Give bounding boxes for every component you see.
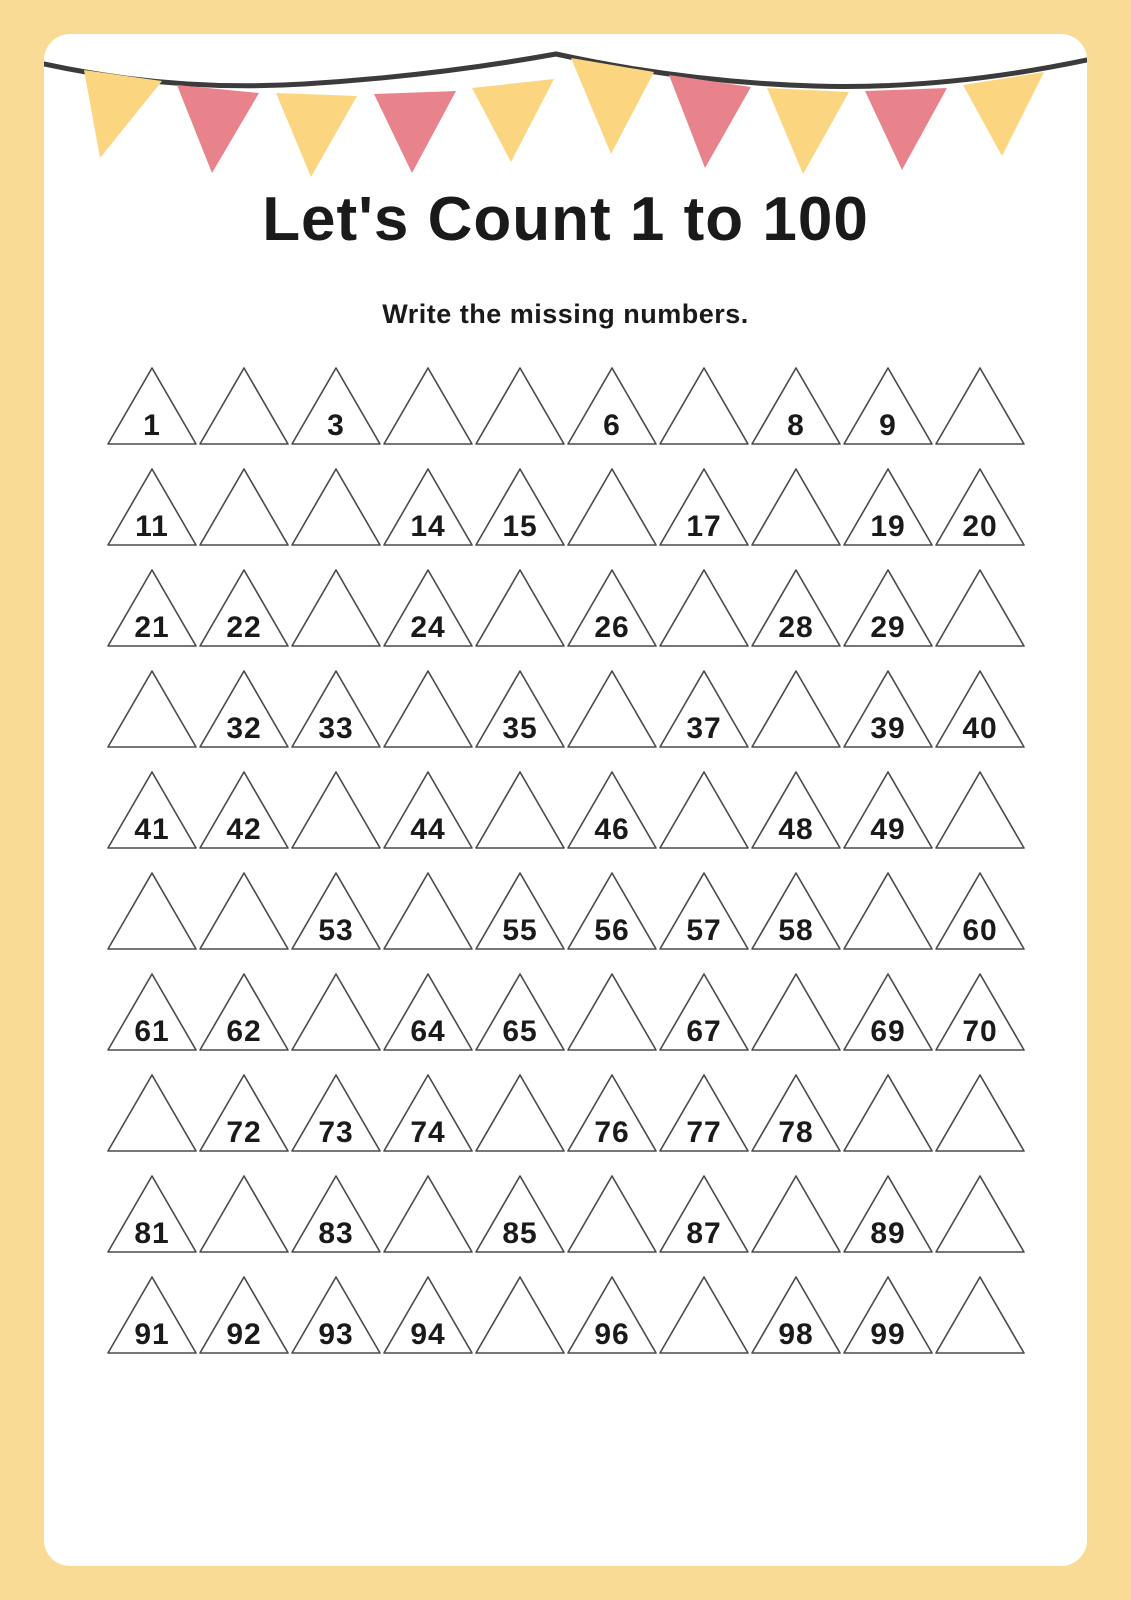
cell-number: 39 bbox=[870, 712, 906, 745]
number-cell-filled bbox=[750, 768, 842, 852]
number-row bbox=[106, 364, 1026, 465]
cell-number: 48 bbox=[778, 813, 814, 846]
number-cell-filled bbox=[566, 364, 658, 448]
number-cell-filled bbox=[290, 667, 382, 751]
triangle-icon bbox=[474, 1273, 566, 1357]
number-cell-blank[interactable] bbox=[934, 1071, 1026, 1155]
triangle-icon bbox=[474, 768, 566, 852]
triangle-icon bbox=[290, 566, 382, 650]
cell-number: 61 bbox=[134, 1015, 170, 1048]
number-cell-filled bbox=[934, 970, 1026, 1054]
number-cell-filled bbox=[198, 566, 290, 650]
cell-number: 42 bbox=[226, 813, 262, 846]
triangle-icon bbox=[382, 1172, 474, 1256]
triangle-icon bbox=[474, 566, 566, 650]
number-cell-blank[interactable] bbox=[198, 364, 290, 448]
number-cell-filled bbox=[290, 1172, 382, 1256]
number-cell-filled bbox=[474, 667, 566, 751]
triangle-icon bbox=[658, 768, 750, 852]
number-row bbox=[106, 1273, 1026, 1374]
number-cell-blank[interactable] bbox=[106, 667, 198, 751]
flag-2 bbox=[177, 85, 259, 173]
number-cell-blank[interactable] bbox=[474, 364, 566, 448]
number-cell-filled bbox=[474, 869, 566, 953]
triangle-icon bbox=[566, 465, 658, 549]
cell-number: 29 bbox=[870, 611, 906, 644]
number-row bbox=[106, 566, 1026, 667]
triangle-icon bbox=[106, 667, 198, 751]
cell-number: 99 bbox=[870, 1318, 906, 1351]
cell-number: 56 bbox=[594, 914, 630, 947]
number-cell-filled bbox=[750, 364, 842, 448]
cell-number: 49 bbox=[870, 813, 906, 846]
number-cell-filled bbox=[750, 869, 842, 953]
cell-number: 40 bbox=[962, 712, 998, 745]
cell-number: 21 bbox=[134, 611, 170, 644]
number-cell-filled bbox=[382, 970, 474, 1054]
cell-number: 35 bbox=[502, 712, 538, 745]
triangle-icon bbox=[934, 1172, 1026, 1256]
cell-number: 22 bbox=[226, 611, 262, 644]
number-cell-filled bbox=[842, 667, 934, 751]
number-cell-filled bbox=[658, 1071, 750, 1155]
flag-6 bbox=[571, 58, 654, 154]
cell-number: 24 bbox=[410, 611, 446, 644]
triangle-icon bbox=[934, 566, 1026, 650]
cell-number: 77 bbox=[686, 1116, 722, 1149]
cell-number: 87 bbox=[686, 1217, 722, 1250]
number-cell-filled bbox=[658, 970, 750, 1054]
cell-number: 17 bbox=[686, 510, 722, 543]
number-cell-blank[interactable] bbox=[750, 465, 842, 549]
flag-8 bbox=[767, 88, 849, 174]
triangle-icon bbox=[566, 667, 658, 751]
number-cell-filled bbox=[566, 566, 658, 650]
number-cell-filled bbox=[382, 1273, 474, 1357]
cell-number: 83 bbox=[318, 1217, 354, 1250]
cell-number: 72 bbox=[226, 1116, 262, 1149]
number-cell-filled bbox=[382, 465, 474, 549]
cell-number: 67 bbox=[686, 1015, 722, 1048]
triangle-icon bbox=[290, 970, 382, 1054]
number-cell-filled bbox=[474, 465, 566, 549]
number-cell-blank[interactable] bbox=[566, 465, 658, 549]
number-cell-filled bbox=[382, 768, 474, 852]
number-cell-filled bbox=[106, 970, 198, 1054]
number-cell-filled bbox=[106, 768, 198, 852]
number-cell-filled bbox=[842, 566, 934, 650]
number-cell-blank[interactable] bbox=[382, 667, 474, 751]
flag-1 bbox=[84, 70, 162, 158]
number-cell-blank[interactable] bbox=[934, 1172, 1026, 1256]
cell-number: 9 bbox=[879, 409, 897, 442]
number-grid bbox=[106, 364, 1026, 1374]
number-cell-filled bbox=[750, 1273, 842, 1357]
number-cell-blank[interactable] bbox=[474, 1071, 566, 1155]
triangle-icon bbox=[198, 364, 290, 448]
number-cell-filled bbox=[106, 1172, 198, 1256]
number-cell-blank[interactable] bbox=[106, 1071, 198, 1155]
number-cell-filled bbox=[750, 566, 842, 650]
number-cell-blank[interactable] bbox=[842, 1071, 934, 1155]
number-cell-blank[interactable] bbox=[566, 667, 658, 751]
number-cell-filled bbox=[106, 566, 198, 650]
number-cell-filled bbox=[106, 465, 198, 549]
number-cell-filled bbox=[198, 768, 290, 852]
number-cell-filled bbox=[842, 1273, 934, 1357]
cell-number: 57 bbox=[686, 914, 722, 947]
triangle-icon bbox=[750, 667, 842, 751]
cell-number: 1 bbox=[143, 409, 161, 442]
number-cell-blank[interactable] bbox=[566, 970, 658, 1054]
triangle-icon bbox=[382, 667, 474, 751]
number-cell-filled bbox=[566, 1071, 658, 1155]
number-cell-blank[interactable] bbox=[750, 1172, 842, 1256]
page-title: Let's Count 1 to 100 bbox=[262, 185, 869, 254]
number-cell-blank[interactable] bbox=[934, 364, 1026, 448]
number-cell-filled bbox=[474, 1172, 566, 1256]
number-cell-blank[interactable] bbox=[382, 1172, 474, 1256]
cell-number: 32 bbox=[226, 712, 262, 745]
number-cell-filled bbox=[658, 869, 750, 953]
cell-number: 93 bbox=[318, 1318, 354, 1351]
number-cell-blank[interactable] bbox=[198, 465, 290, 549]
cell-number: 11 bbox=[135, 510, 169, 543]
number-cell-filled bbox=[106, 364, 198, 448]
triangle-icon bbox=[290, 465, 382, 549]
number-cell-filled bbox=[934, 465, 1026, 549]
number-cell-blank[interactable] bbox=[382, 869, 474, 953]
number-cell-filled bbox=[842, 768, 934, 852]
number-cell-blank[interactable] bbox=[934, 1273, 1026, 1357]
triangle-icon bbox=[198, 465, 290, 549]
number-cell-filled bbox=[290, 869, 382, 953]
number-cell-blank[interactable] bbox=[566, 1172, 658, 1256]
cell-number: 46 bbox=[594, 813, 630, 846]
cell-number: 74 bbox=[410, 1116, 446, 1149]
number-cell-filled bbox=[382, 1071, 474, 1155]
cell-number: 96 bbox=[594, 1318, 630, 1351]
triangle-icon bbox=[566, 970, 658, 1054]
cell-number: 33 bbox=[318, 712, 354, 745]
triangle-icon bbox=[934, 768, 1026, 852]
cell-number: 44 bbox=[410, 813, 446, 846]
triangle-icon bbox=[842, 1071, 934, 1155]
number-cell-filled bbox=[198, 1273, 290, 1357]
cell-number: 98 bbox=[778, 1318, 814, 1351]
number-cell-filled bbox=[750, 1071, 842, 1155]
cell-number: 81 bbox=[134, 1217, 170, 1250]
cell-number: 20 bbox=[962, 510, 998, 543]
number-cell-blank[interactable] bbox=[658, 768, 750, 852]
number-cell-blank[interactable] bbox=[290, 970, 382, 1054]
triangle-icon bbox=[750, 1172, 842, 1256]
number-cell-filled bbox=[842, 364, 934, 448]
number-cell-blank[interactable] bbox=[934, 566, 1026, 650]
triangle-icon bbox=[934, 1071, 1026, 1155]
cell-number: 41 bbox=[134, 813, 170, 846]
flag-3 bbox=[276, 93, 357, 177]
cell-number: 8 bbox=[787, 409, 805, 442]
cell-number: 37 bbox=[686, 712, 722, 745]
cell-number: 89 bbox=[870, 1217, 906, 1250]
number-row bbox=[106, 970, 1026, 1071]
number-row bbox=[106, 465, 1026, 566]
number-cell-blank[interactable] bbox=[290, 566, 382, 650]
number-cell-blank[interactable] bbox=[658, 364, 750, 448]
number-cell-filled bbox=[198, 667, 290, 751]
number-cell-filled bbox=[290, 1273, 382, 1357]
triangle-icon bbox=[658, 566, 750, 650]
triangle-icon bbox=[750, 465, 842, 549]
number-cell-filled bbox=[566, 869, 658, 953]
number-cell-blank[interactable] bbox=[198, 869, 290, 953]
number-cell-blank[interactable] bbox=[658, 566, 750, 650]
cell-number: 65 bbox=[502, 1015, 538, 1048]
cell-number: 94 bbox=[410, 1318, 446, 1351]
flag-7 bbox=[669, 75, 751, 168]
number-cell-filled bbox=[842, 465, 934, 549]
triangle-icon bbox=[382, 364, 474, 448]
number-cell-filled bbox=[842, 1172, 934, 1256]
triangle-icon bbox=[934, 364, 1026, 448]
number-cell-filled bbox=[658, 465, 750, 549]
number-cell-filled bbox=[934, 667, 1026, 751]
flag-9 bbox=[865, 88, 947, 170]
number-cell-blank[interactable] bbox=[290, 768, 382, 852]
triangle-icon bbox=[474, 1071, 566, 1155]
cell-number: 64 bbox=[410, 1015, 446, 1048]
cell-number: 19 bbox=[870, 510, 906, 543]
flag-4 bbox=[374, 91, 456, 173]
number-cell-blank[interactable] bbox=[750, 970, 842, 1054]
number-cell-blank[interactable] bbox=[842, 869, 934, 953]
number-cell-filled bbox=[474, 970, 566, 1054]
cell-number: 28 bbox=[778, 611, 814, 644]
cell-number: 85 bbox=[502, 1217, 538, 1250]
triangle-icon bbox=[474, 364, 566, 448]
worksheet-page bbox=[44, 34, 1087, 1566]
triangle-icon bbox=[750, 970, 842, 1054]
number-cell-filled bbox=[382, 566, 474, 650]
cell-number: 3 bbox=[327, 409, 345, 442]
flag-10 bbox=[963, 72, 1044, 156]
triangle-icon bbox=[290, 768, 382, 852]
cell-number: 76 bbox=[594, 1116, 630, 1149]
number-cell-filled bbox=[198, 970, 290, 1054]
number-cell-filled bbox=[658, 667, 750, 751]
number-cell-filled bbox=[198, 1071, 290, 1155]
cell-number: 55 bbox=[502, 914, 538, 947]
cell-number: 92 bbox=[226, 1318, 262, 1351]
triangle-icon bbox=[658, 1273, 750, 1357]
number-cell-filled bbox=[290, 364, 382, 448]
bunting-decoration bbox=[44, 34, 1087, 204]
cell-number: 58 bbox=[778, 914, 814, 947]
number-row bbox=[106, 667, 1026, 768]
number-cell-filled bbox=[842, 970, 934, 1054]
number-cell-filled bbox=[566, 1273, 658, 1357]
cell-number: 53 bbox=[318, 914, 354, 947]
cell-number: 60 bbox=[962, 914, 998, 947]
cell-number: 91 bbox=[134, 1318, 170, 1351]
cell-number: 69 bbox=[870, 1015, 906, 1048]
cell-number: 70 bbox=[962, 1015, 998, 1048]
number-cell-blank[interactable] bbox=[474, 566, 566, 650]
number-cell-filled bbox=[106, 1273, 198, 1357]
triangle-icon bbox=[106, 1071, 198, 1155]
cell-number: 14 bbox=[410, 510, 446, 543]
triangle-icon bbox=[106, 869, 198, 953]
number-cell-filled bbox=[658, 1172, 750, 1256]
triangle-icon bbox=[198, 1172, 290, 1256]
instruction-text: Write the missing numbers. bbox=[382, 299, 749, 329]
number-cell-blank[interactable] bbox=[290, 465, 382, 549]
cell-number: 62 bbox=[226, 1015, 262, 1048]
number-cell-filled bbox=[934, 869, 1026, 953]
number-cell-blank[interactable] bbox=[934, 768, 1026, 852]
cell-number: 15 bbox=[502, 510, 538, 543]
cell-number: 73 bbox=[318, 1116, 354, 1149]
triangle-icon bbox=[842, 869, 934, 953]
number-cell-blank[interactable] bbox=[750, 667, 842, 751]
cell-number: 6 bbox=[603, 409, 621, 442]
number-cell-blank[interactable] bbox=[474, 768, 566, 852]
cell-number: 26 bbox=[594, 611, 630, 644]
cell-number: 78 bbox=[778, 1116, 814, 1149]
number-cell-blank[interactable] bbox=[106, 869, 198, 953]
number-row bbox=[106, 869, 1026, 970]
number-row bbox=[106, 1071, 1026, 1172]
triangle-icon bbox=[382, 869, 474, 953]
flag-5 bbox=[472, 79, 554, 162]
number-cell-blank[interactable] bbox=[658, 1273, 750, 1357]
number-cell-filled bbox=[290, 1071, 382, 1155]
number-row bbox=[106, 1172, 1026, 1273]
number-row bbox=[106, 768, 1026, 869]
triangle-icon bbox=[198, 869, 290, 953]
triangle-icon bbox=[934, 1273, 1026, 1357]
number-cell-blank[interactable] bbox=[474, 1273, 566, 1357]
triangle-icon bbox=[566, 1172, 658, 1256]
triangle-icon bbox=[658, 364, 750, 448]
number-cell-blank[interactable] bbox=[198, 1172, 290, 1256]
number-cell-filled bbox=[566, 768, 658, 852]
number-cell-blank[interactable] bbox=[382, 364, 474, 448]
